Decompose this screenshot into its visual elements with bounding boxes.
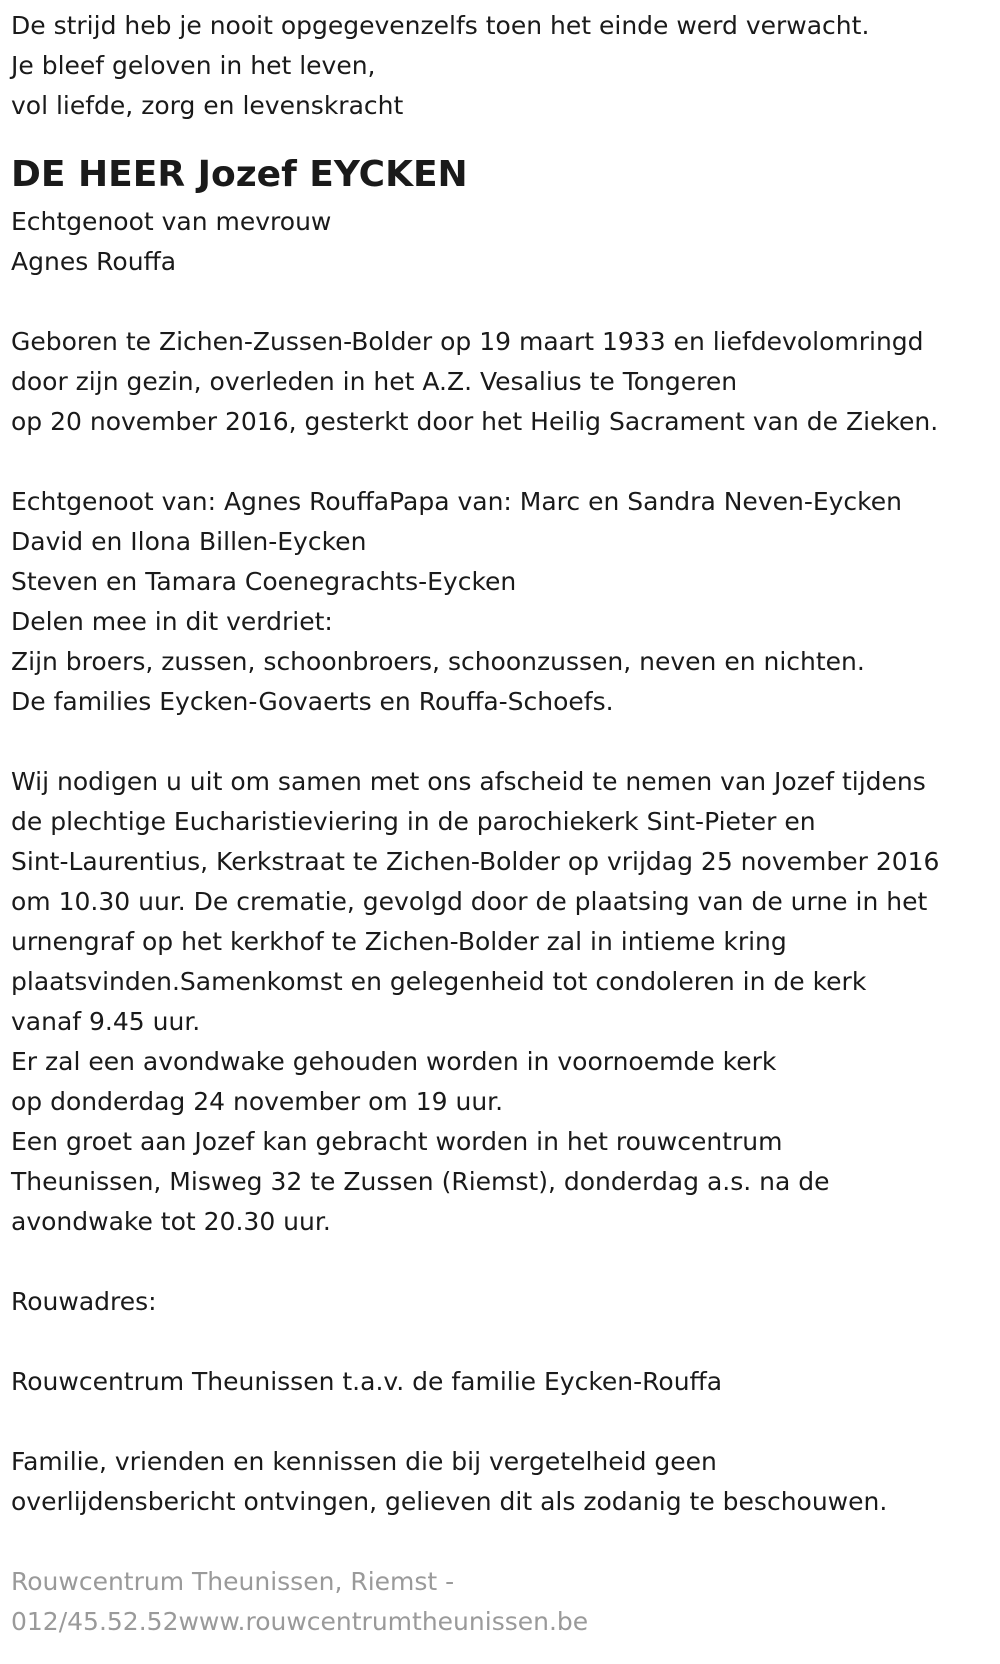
ceremony-line: Een groet aan Jozef kan gebracht worden in het rouwcentrum: [11, 1127, 783, 1156]
family-section: [11, 482, 967, 722]
spouse-line: Echtgenoot van mevrouw: [11, 207, 332, 236]
funeral-home-footer: [11, 1562, 967, 1642]
family-line: De families Eycken-Govaerts en Rouffa-Schoefs.: [11, 687, 614, 716]
family-line: Steven en Tamara Coenegrachts-Eycken: [11, 567, 517, 596]
ceremony-line: om 10.30 uur. De crematie, gevolgd door de plaatsing van de urne in het: [11, 887, 928, 916]
notice-line: Familie, vrienden en kennissen die bij vergetelheid geen: [11, 1447, 717, 1476]
ceremony-line: Theunissen, Misweg 32 te Zussen (Riemst), donderdag a.s. na de: [11, 1167, 830, 1196]
family-line: David en Ilona Billen-Eycken: [11, 527, 367, 556]
ceremony-line: op donderdag 24 november om 19 uur.: [11, 1087, 504, 1116]
ceremony-line: plaatsvinden.Samenkomst en gelegenheid tot condoleren in de kerk: [11, 967, 867, 996]
family-line: Echtgenoot van: Agnes RouffaPapa van: Marc en Sandra Neven-Eycken: [11, 487, 902, 516]
spouse-line: Agnes Rouffa: [11, 247, 177, 276]
ceremony-line: urnengraf op het kerkhof te Zichen-Bolder zal in intieme kring: [11, 927, 787, 956]
footer-line: Rouwcentrum Theunissen, Riemst -: [11, 1567, 455, 1596]
ceremony-line: vanaf 9.45 uur.: [11, 1007, 201, 1036]
address-label: Rouwadres:: [11, 1287, 157, 1316]
notice-section: [11, 1442, 967, 1522]
intro-line: Je bleef geloven in het leven,: [11, 51, 376, 80]
birth-death-line: door zijn gezin, overleden in het A.Z. Vesalius te Tongeren: [11, 367, 738, 396]
intro-line: vol liefde, zorg en levenskracht: [11, 91, 404, 120]
birth-death-section: [11, 322, 967, 442]
family-line: Delen mee in dit verdriet:: [11, 607, 333, 636]
birth-death-line: op 20 november 2016, gesterkt door het Heilig Sacrament van de Zieken.: [11, 407, 939, 436]
ceremony-line: Wij nodigen u uit om samen met ons afscheid te nemen van Jozef tijdens: [11, 767, 926, 796]
mourning-address: Rouwcentrum Theunissen t.a.v. de familie Eycken-Rouffa: [11, 1367, 723, 1396]
ceremony-line: Er zal een avondwake gehouden worden in voornoemde kerk: [11, 1047, 777, 1076]
ceremony-line: Sint-Laurentius, Kerkstraat te Zichen-Bolder op vrijdag 25 november 2016: [11, 847, 940, 876]
deceased-name: DE HEER Jozef EYCKEN: [11, 154, 468, 195]
birth-death-line: Geboren te Zichen-Zussen-Bolder op 19 maart 1933 en liefdevolomringd: [11, 327, 924, 356]
ceremony-line: avondwake tot 20.30 uur.: [11, 1207, 331, 1236]
ceremony-section: [11, 762, 967, 1242]
intro-poem: [11, 6, 967, 126]
footer-line: 012/45.52.52www.rouwcentrumtheunissen.be: [11, 1607, 589, 1636]
family-line: Zijn broers, zussen, schoonbroers, schoonzussen, neven en nichten.: [11, 647, 865, 676]
intro-line: De strijd heb je nooit opgegevenzelfs toen het einde werd verwacht.: [11, 11, 870, 40]
notice-line: overlijdensbericht ontvingen, gelieven dit als zodanig te beschouwen.: [11, 1487, 888, 1516]
spouse-section: [11, 202, 967, 282]
ceremony-line: de plechtige Eucharistieviering in de parochiekerk Sint-Pieter en: [11, 807, 816, 836]
